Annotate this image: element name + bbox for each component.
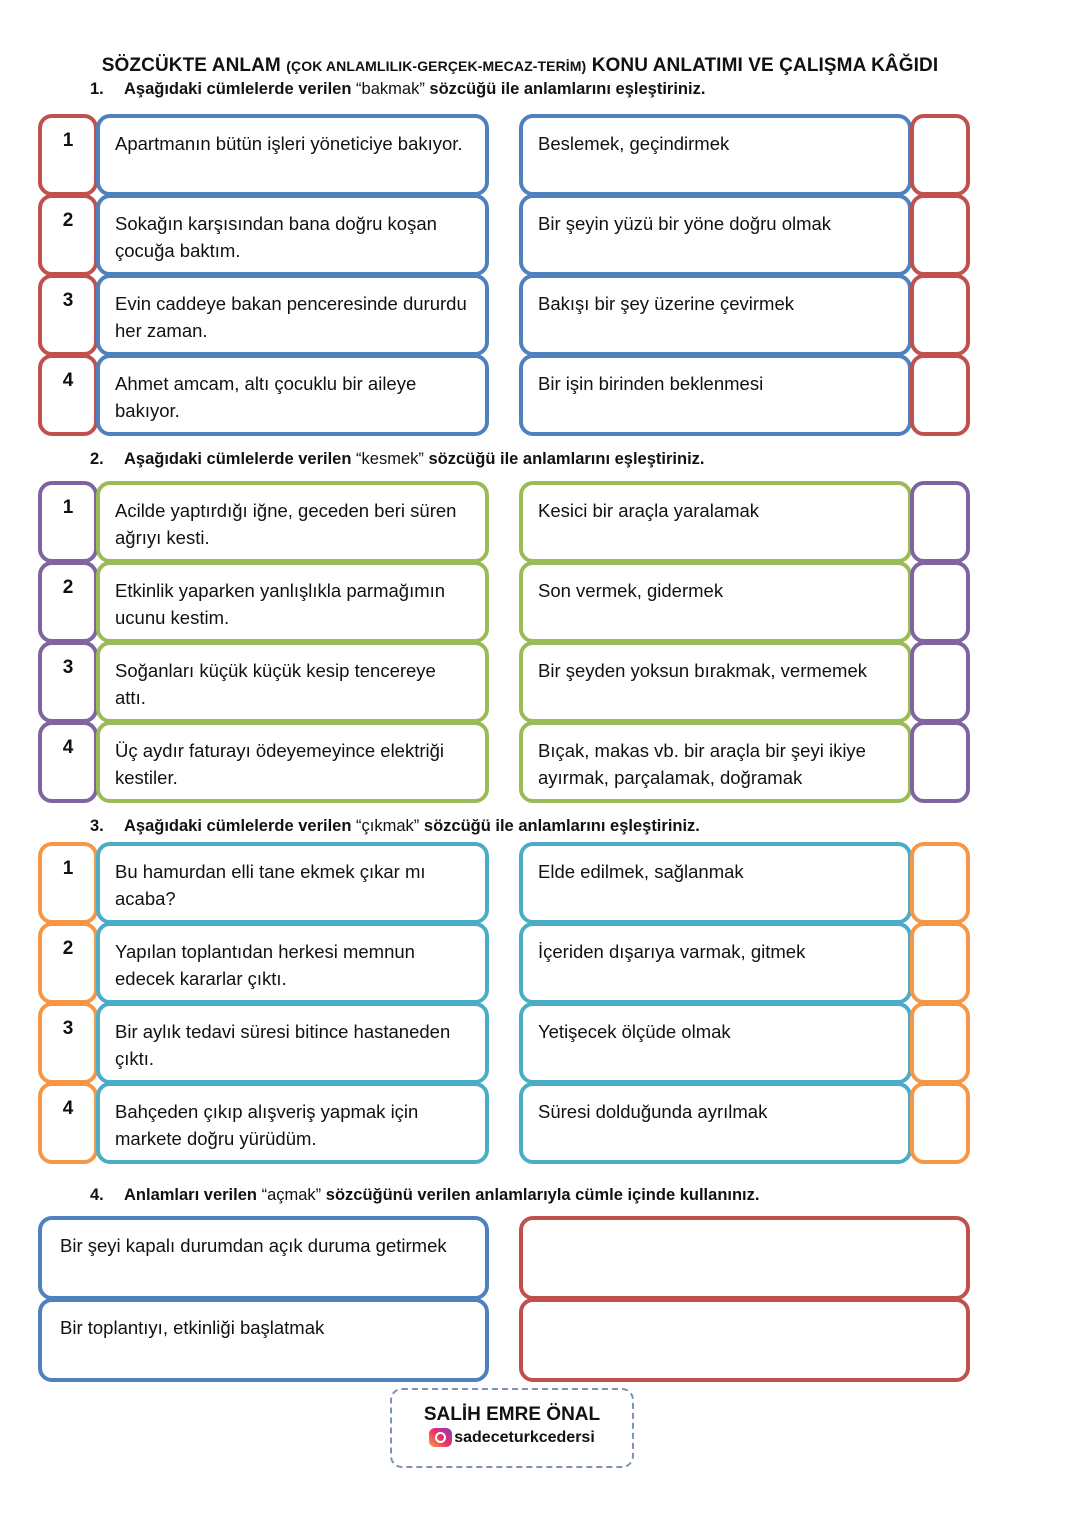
answer-box[interactable] [910, 721, 970, 803]
meaning-text: Bir işin birinden beklenmesi [538, 373, 764, 394]
meaning-text: İçeriden dışarıya varmak, gitmek [538, 941, 806, 962]
question-heading-q4 [90, 1186, 759, 1205]
sentence-text: Soğanları küçük küçük kesip tencereye attı. [115, 660, 436, 708]
sentence-text: Bu hamurdan elli tane ekmek çıkar mı acaba? [115, 861, 426, 909]
sentence-box [96, 114, 489, 196]
number-box [38, 481, 98, 563]
meaning-text: Süresi dolduğunda ayrılmak [538, 1101, 768, 1122]
meaning-box [519, 1002, 912, 1084]
row-number: 4 [62, 1098, 74, 1119]
question-number: 3. [90, 817, 104, 835]
row-number: 1 [62, 858, 74, 879]
number-box [38, 194, 98, 276]
row-number: 4 [62, 737, 74, 758]
author-handle: sadeceturkcedersi [454, 1428, 595, 1446]
sentence-text: Yapılan toplantıdan herkesi memnun edecek kararlar çıktı. [115, 941, 415, 989]
sentence-text: Bahçeden çıkıp alışveriş yapmak için markete doğru yürüdüm. [115, 1101, 419, 1149]
number-box [38, 641, 98, 723]
row-number: 3 [62, 657, 74, 678]
sentence-box [96, 641, 489, 723]
meaning-box [519, 194, 912, 276]
answer-box[interactable] [910, 274, 970, 356]
meaning-text: Bir şeyin yüzü bir yöne doğru olmak [538, 213, 832, 234]
number-box [38, 922, 98, 1004]
meaning-text: Bir şeyden yoksun bırakmak, vermemek [538, 660, 868, 681]
question-keyword: “çıkmak” [356, 817, 420, 835]
question-text-post: sözcüğü ile anlamlarını eşleştiriniz. [429, 80, 706, 98]
meaning-box [519, 641, 912, 723]
sentence-text: Üç aydır faturayı ödeyemeyince elektriği kestiler. [115, 740, 445, 788]
row-number: 2 [62, 210, 74, 231]
question-text-pre: Anlamları verilen [124, 1186, 257, 1204]
answer-box[interactable] [910, 114, 970, 196]
author-signature [390, 1388, 634, 1468]
answer-box[interactable] [910, 922, 970, 1004]
sentence-box [96, 274, 489, 356]
author-handle-row [392, 1428, 632, 1447]
question-text-post: sözcüğü ile anlamlarını eşleştiriniz. [428, 450, 705, 468]
sentence-text: Sokağın karşısından bana doğru koşan çocuğa baktım. [115, 213, 437, 261]
meaning-text: Son vermek, gidermek [538, 580, 724, 601]
row-number: 1 [62, 130, 74, 151]
answer-box[interactable] [910, 561, 970, 643]
meaning-box [519, 1082, 912, 1164]
sentence-box [96, 1082, 489, 1164]
row-number: 2 [62, 938, 74, 959]
author-name: SALİH EMRE ÖNAL [423, 1404, 601, 1425]
answer-box[interactable] [910, 194, 970, 276]
answer-box[interactable] [910, 641, 970, 723]
question-text-post: sözcüğü ile anlamlarını eşleştiriniz. [423, 817, 700, 835]
meaning-text: Kesici bir araçla yaralamak [538, 500, 760, 521]
meaning-text: Yetişecek ölçüde olmak [538, 1021, 731, 1042]
question-heading-q2 [90, 450, 705, 469]
question-number: 4. [90, 1186, 104, 1204]
question-text-pre: Aşağıdaki cümlelerde verilen [124, 450, 352, 468]
meaning-text: Beslemek, geçindirmek [538, 133, 730, 154]
acmak-meaning-box [38, 1298, 489, 1382]
sentence-text: Acilde yaptırdığı iğne, geceden beri süren ağrıyı kesti. [115, 500, 457, 548]
meaning-box [519, 922, 912, 1004]
number-box [38, 561, 98, 643]
answer-box[interactable] [910, 842, 970, 924]
question-keyword: “kesmek” [356, 450, 424, 468]
sentence-text: Apartmanın bütün işleri yöneticiye bakıyor. [115, 133, 463, 154]
question-heading-q3 [90, 817, 700, 836]
meaning-box [519, 114, 912, 196]
sentence-answer-box[interactable] [519, 1298, 970, 1382]
instagram-icon [429, 1428, 452, 1447]
answer-box[interactable] [910, 481, 970, 563]
acmak-meaning-text: Bir şeyi kapalı durumdan açık duruma getirmek [60, 1235, 447, 1256]
question-keyword: “bakmak” [356, 80, 425, 98]
meaning-box [519, 842, 912, 924]
acmak-meaning-box [38, 1216, 489, 1300]
acmak-meaning-text: Bir toplantıyı, etkinliği başlatmak [60, 1317, 325, 1338]
number-box [38, 1082, 98, 1164]
sentence-text: Etkinlik yaparken yanlışlıkla parmağımın ucunu kestim. [115, 580, 446, 628]
row-number: 4 [62, 370, 74, 391]
row-number: 2 [62, 577, 74, 598]
meaning-box [519, 561, 912, 643]
sentence-box [96, 561, 489, 643]
answer-box[interactable] [910, 1082, 970, 1164]
number-box [38, 114, 98, 196]
number-box [38, 354, 98, 436]
number-box [38, 721, 98, 803]
answer-box[interactable] [910, 354, 970, 436]
question-number: 2. [90, 450, 104, 468]
sentence-box [96, 842, 489, 924]
sentence-box [96, 1002, 489, 1084]
sentence-text: Ahmet amcam, altı çocuklu bir aileye bakıyor. [115, 373, 417, 421]
number-box [38, 842, 98, 924]
sentence-box [96, 721, 489, 803]
question-keyword: “açmak” [261, 1186, 322, 1204]
question-number: 1. [90, 80, 104, 98]
meaning-box [519, 274, 912, 356]
page-title: SÖZCÜKTE ANLAM (ÇOK ANLAMLILIK-GERÇEK-MECAZ-TERİM) KONU ANLATIMI VE ÇALIŞMA KÂĞIDI [101, 55, 939, 76]
sentence-answer-box[interactable] [519, 1216, 970, 1300]
row-number: 3 [62, 290, 74, 311]
number-box [38, 274, 98, 356]
meaning-text: Bakışı bir şey üzerine çevirmek [538, 293, 795, 314]
question-text-post: sözcüğünü verilen anlamlarıyla cümle içinde kullanınız. [325, 1186, 760, 1204]
meaning-text: Bıçak, makas vb. bir araçla bir şeyi ikiye ayırmak, parçalamak, doğramak [538, 740, 866, 788]
sentence-box [96, 481, 489, 563]
meaning-box [519, 721, 912, 803]
sentence-text: Evin caddeye bakan penceresinde dururdu her zaman. [115, 293, 467, 341]
sentence-text: Bir aylık tedavi süresi bitince hastaneden çıktı. [115, 1021, 451, 1069]
answer-box[interactable] [910, 1002, 970, 1084]
meaning-box [519, 481, 912, 563]
question-text-pre: Aşağıdaki cümlelerde verilen [124, 80, 352, 98]
row-number: 1 [62, 497, 74, 518]
sentence-box [96, 194, 489, 276]
row-number: 3 [62, 1018, 74, 1039]
sentence-box [96, 354, 489, 436]
sentence-box [96, 922, 489, 1004]
question-heading-q1 [90, 80, 705, 99]
meaning-box [519, 354, 912, 436]
question-text-pre: Aşağıdaki cümlelerde verilen [124, 817, 352, 835]
meaning-text: Elde edilmek, sağlanmak [538, 861, 744, 882]
number-box [38, 1002, 98, 1084]
